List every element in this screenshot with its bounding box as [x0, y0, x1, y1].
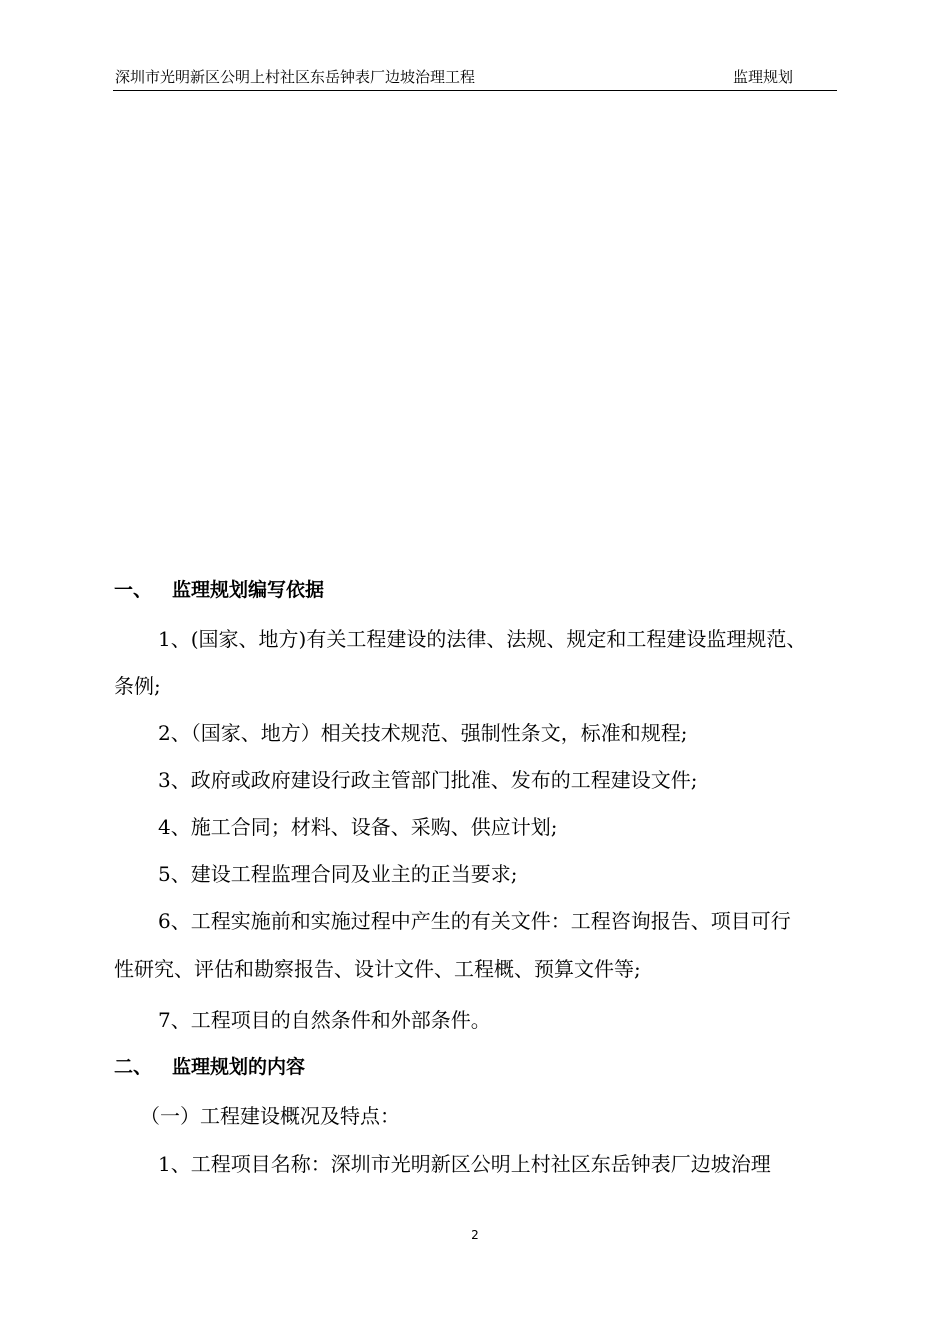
section-2-heading — [114, 1052, 838, 1082]
section-1-number: 一、 — [114, 579, 153, 601]
basis-item-3: 3、政府或政府建设行政主管部门批准、发布的工程建设文件; — [158, 768, 698, 792]
project-name-item: 1、工程项目名称：深圳市光明新区公明上村社区东岳钟表厂边坡治理 — [158, 1152, 771, 1176]
basis-item-2: 2、（国家、地方）相关技术规范、强制性条文，标准和规程; — [158, 721, 688, 745]
basis-item-6-line-2: 性研究、评估和勘察报告、设计文件、工程概、预算文件等; — [114, 957, 641, 981]
basis-item-7: 7、工程项目的自然条件和外部条件。 — [158, 1008, 491, 1032]
basis-item-1-line-2: 条例; — [114, 674, 161, 698]
basis-item-5: 5、建设工程监理合同及业主的正当要求; — [158, 862, 518, 886]
page-number: 2 — [471, 1228, 479, 1242]
basis-item-4: 4、施工合同；材料、设备、采购、供应计划; — [158, 815, 558, 839]
subsection-1-heading: （一）工程建设概况及特点： — [140, 1104, 400, 1128]
header-doc-type: 监理规划 — [733, 68, 794, 86]
section-2-number: 二、 — [114, 1056, 153, 1078]
section-1-heading — [114, 575, 838, 605]
section-2-title: 监理规划的内容 — [172, 1056, 306, 1078]
basis-item-6-line-1: 6、工程实施前和实施过程中产生的有关文件：工程咨询报告、项目可行 — [158, 909, 791, 933]
basis-item-1-line-1: 1、(国家、地方)有关工程建设的法律、法规、规定和工程建设监理规范、 — [158, 627, 807, 651]
header-project-title: 深圳市光明新区公明上村社区东岳钟表厂边坡治理工程 — [115, 68, 476, 86]
page-header — [113, 66, 837, 91]
section-1-title: 监理规划编写依据 — [172, 579, 325, 601]
